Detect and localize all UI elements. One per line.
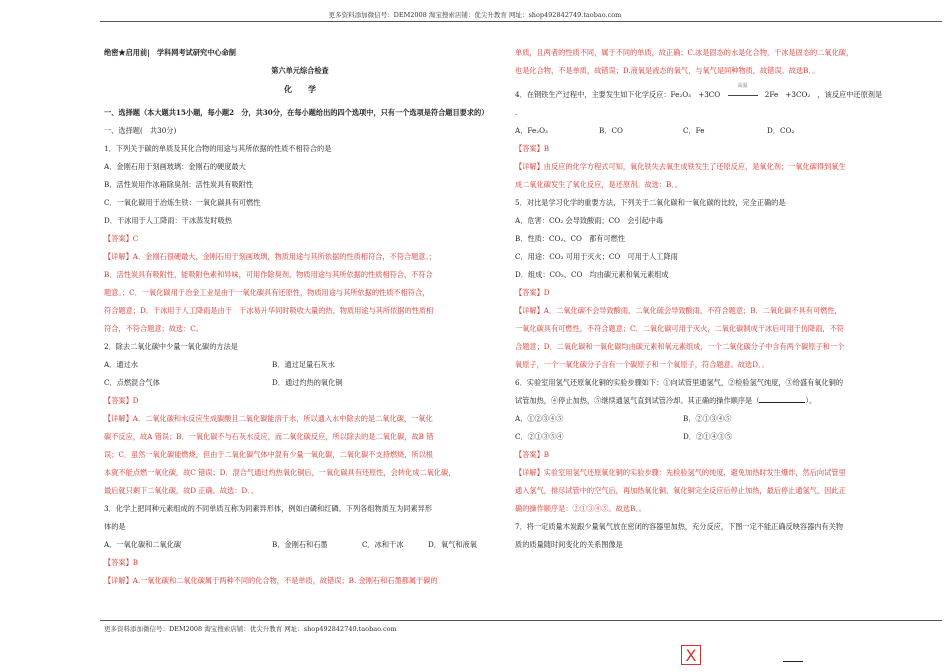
q4-stem — [515, 83, 907, 104]
q3-option-a: A．一氧化碳和二氧化碳 — [104, 540, 182, 549]
confidential-line: 绝密★启用前| 学科网考试研究中心命制 — [104, 48, 236, 57]
q2-explain-1: 【详解】A．二氧化碳和水反应生成碳酸且二氧化碳能溶于水，所以通入水中除去的是二氧化碳，一氧化 — [104, 414, 433, 423]
q4-explain-1: 【详解】由反应的化学方程式可知，氧化铁失去氧生成铁发生了还原反应，是氧化剂；一氧化碳得到氧生 — [515, 162, 846, 171]
q5-answer: 【答案】D — [515, 288, 550, 297]
reaction-arrow — [723, 83, 763, 104]
q3-stem-1: 3．化学上把同种元素组成的不同单质互称为同素异形体，例如白磷和红磷。下列各组物质互为同素异形 — [104, 504, 433, 513]
q1-option-d: D．干冰用于人工降雨：干冰蒸发时吸热 — [104, 216, 232, 225]
q4-option-b: B．CO — [599, 126, 623, 135]
q2-option-c: C．点燃混合气体 — [104, 378, 160, 387]
q6-explain-2: 通入氢气，排尽试管中的空气后，再加热氧化铜，氧化铜完全反应后停止加热，最后停止通氢气，因此正 — [515, 486, 846, 495]
header-promo: 更多资料添加微信号：DEM2008 淘宝搜索店铺：优尖升教育 网址：shop492842749.taobao.com — [328, 11, 622, 19]
q3-explain-3: 也是化合物，不是单质，故错误；D.液氧是液态的氧气，与氧气是同种物质，故错误。故选B．。 — [515, 66, 820, 75]
q6-option-a: A．①②③④⑤ — [515, 414, 564, 423]
q3-option-d: D．氧气和液氧 — [428, 540, 477, 549]
q1-explain-5: 符合，不符合题意；故选：C。 — [104, 324, 203, 333]
q6-option-b: B．②①③④⑤ — [683, 414, 732, 423]
q5-explain-2: 一氧化碳具有可燃性，不符合题意；C．二氧化碳可用于灭火，二氧化碳制成干冰后可用于仿降雨，不符 — [515, 324, 844, 333]
q2-explain-5: 最后就只剩下二氧化碳，故D 正确。故选：D．。 — [104, 486, 258, 495]
q4-stem-post: 2Fe +3CO₂ ，该反应中还原剂是 — [764, 90, 883, 99]
footer-promo: 更多资料添加微信号：DEM2008 淘宝搜索店铺：优尖升教育 网址：shop492842749.taobao.com — [104, 625, 397, 633]
q5-option-d: D．组成：CO₂、CO 均由碳元素和氧元素组成 — [515, 270, 669, 279]
q5-option-a: A．危害：CO₂ 会导致酸雨；CO 会引起中毒 — [515, 216, 664, 225]
q3-options-row — [104, 536, 496, 554]
q3-option-c: C．冰和干冰 — [362, 540, 404, 549]
q6-explain-1: 【详解】实验室用氢气还原氧化铜的实验步骤：先检验氢气的纯度，避免加热时发生爆炸，然后向试管里 — [515, 468, 846, 477]
q6-option-c: C．②①③⑤④ — [515, 432, 564, 441]
q4-stem-pre: 4．在钢铁生产过程中，主要发生如下化学反应：Fe₂O₃ +3CO — [515, 90, 721, 99]
dash-mark — [783, 661, 803, 662]
q1-option-c: C．一氧化碳用于冶炼生铁：一氧化碳具有可燃性 — [104, 198, 261, 207]
q2-option-d: D．通过灼热的氧化铜 — [272, 378, 343, 387]
q2-explain-4: 本就不能点燃一氧化碳，故C 错误；D．混合气通过灼热氧化铜后，一氧化碳具有还原性，会转化成二氧化碳， — [104, 468, 456, 477]
q2-stem: 2．除去二氧化碳中少量一氧化碳的方法是 — [104, 342, 238, 351]
q2-options-row-2 — [104, 374, 496, 392]
q3-explain-1: 【详解】A.一氧化碳和二氧化碳属于两种不同的化合物，不是单质，故错误；B. 金刚石和石墨都属于碳的 — [104, 576, 438, 585]
subject-title: 化 学 — [284, 84, 316, 94]
q3-stem-2: 体的是 — [104, 522, 126, 531]
header-divider — [100, 21, 942, 22]
q5-explain-4: 氧原子，一个一氧化碳分子含有一个碳原子和一个氧原子，符合题意。故选D．。 — [515, 360, 769, 369]
q6-explain-3: 确的操作顺序是：②①③④⑤。故选B．。 — [515, 504, 647, 513]
reaction-condition: 高温 — [737, 83, 748, 89]
q6-options-row-2 — [515, 428, 907, 446]
q1-explain-1: 【详解】A．金刚石很硬最大，金刚石用于刻画玻璃，物质用途与其所依据的性质相符合，不符合题意。； — [104, 252, 437, 261]
q2-options-row-1 — [104, 356, 496, 374]
q2-option-a: A．通过水 — [104, 360, 138, 369]
q6-stem-2-pre: 试管加热，④停止加热，⑤继续通氢气直到试管冷却。其正确的操作顺序是（ — [515, 396, 760, 405]
q1-stem: 1．下列关于碳的单质及其化合物的用途与其所依据的性质不相符合的是 — [104, 144, 332, 153]
q4-explain-2: 成二氧化碳发生了氧化反应，是还原剂。故选：B．。 — [515, 180, 682, 189]
q1-option-a: A．金刚石用于刻画玻璃：金刚石的硬度最大 — [104, 162, 246, 171]
q6-answer: 【答案】B — [515, 450, 550, 459]
q3-explain-2: 单质，且两者的性质不同，属于不同的单质，故正确；C.冰是固态的水是化合物，干冰是固态的二氧化碳， — [515, 48, 854, 57]
section-heading: 一、选择题（本大题共15小题，每小题2 分，共30分，在每小题给出的四个选项中，只有一个选项是符合题目要求的） — [104, 108, 489, 117]
q2-explain-2: 碳不反应，故A 错误；B．一氧化碳不与石灰水反应，而二氧化碳反应，所以除去的是二氧化碳，故B 错 — [104, 432, 434, 441]
q4-option-a: A．Fe₂O₃ — [515, 126, 548, 135]
q2-explain-3: 误；C．虽然一氧化碳能燃烧，但由于二氧化碳气体中混有少量一氧化碳，二氧化碳不支持燃烧，所以根 — [104, 450, 433, 459]
q1-explain-4: 符合题意；D．干冰用于人工降雨是由于 干冰易升华同时吸收大量的热，物质用途与其所依据的性质相 — [104, 306, 434, 315]
q7-stem-2: 质的质量随时间变化的关系图像是 — [515, 540, 623, 549]
q1-explain-2: B．活性炭具有吸附性，能吸附色素和异味，可用作除臭剂，物质用途与其所依据的性质相符合，不符合 — [104, 270, 433, 279]
q4-option-c: C．Fe — [683, 126, 705, 135]
q6-stem-2-post: ）。 — [805, 396, 817, 405]
q6-options-row-1 — [515, 410, 907, 428]
right-column — [515, 44, 907, 554]
q3-option-b: B．金刚石和石墨 — [272, 540, 328, 549]
q2-option-b: B．通过足量石灰水 — [272, 360, 335, 369]
q7-stem-1: 7．将一定质量木炭跟少量氧气放在密闭的容器里加热，充分反应，下图一定不能正确反映容器内有关物 — [515, 522, 844, 531]
q4-answer: 【答案】B — [515, 144, 550, 153]
q3-answer: 【答案】B — [104, 558, 139, 567]
q5-stem: 5．对比是学习化学的重要方法，下列关于二氧化碳和一氧化碳的比较，完全正确的是 — [515, 198, 786, 207]
q4-blank-line: . — [515, 108, 518, 117]
q4-options-row — [515, 122, 907, 140]
q5-explain-1: 【详解】A．二氧化碳不会导致酸雨，二氧化硫会导致酸雨，不符合题意；B．二氧化碳不具有可燃性， — [515, 306, 842, 315]
q2-answer: 【答案】D — [104, 396, 139, 405]
q1-explain-3: 题意。；C．一氧化碳用于冶金工业是由于一氧化碳具有还原性，物质用途与其所依据的性质不相符合， — [104, 288, 430, 297]
q6-stem-1: 6．实验室用氢气还原氧化铜的实验步骤如下：①向试管里通氢气，②检验氢气纯度，③给盛有氧化铜的 — [515, 378, 844, 387]
q1-answer: 【答案】C — [104, 234, 139, 243]
q6-stem-2 — [515, 392, 907, 410]
q1-option-b: B．活性炭用作冰箱除臭剂：活性炭具有吸附性 — [104, 180, 254, 189]
q6-option-d: D．②①④③⑤ — [683, 432, 732, 441]
footer-divider — [100, 620, 942, 621]
q5-option-c: C．用途：CO₂ 可用于灭火；CO 可用于人工降雨 — [515, 252, 678, 261]
unit-title: 第六单元综合检查 — [271, 66, 329, 75]
q4-option-d: D．CO₂ — [767, 126, 795, 135]
left-column — [104, 44, 496, 590]
q5-option-b: B．性质：CO₂、CO 都有可燃性 — [515, 234, 626, 243]
subsection-heading: 一、选择题( 共30分) — [104, 126, 177, 135]
answer-blank — [759, 394, 805, 403]
close-mark-icon[interactable]: X — [681, 645, 701, 665]
q5-explain-3: 合题意；D．二氧化碳和一氧化碳均由碳元素和氧元素组成，一个二氧化碳分子中含有两个碳原子和一个 — [515, 342, 845, 351]
